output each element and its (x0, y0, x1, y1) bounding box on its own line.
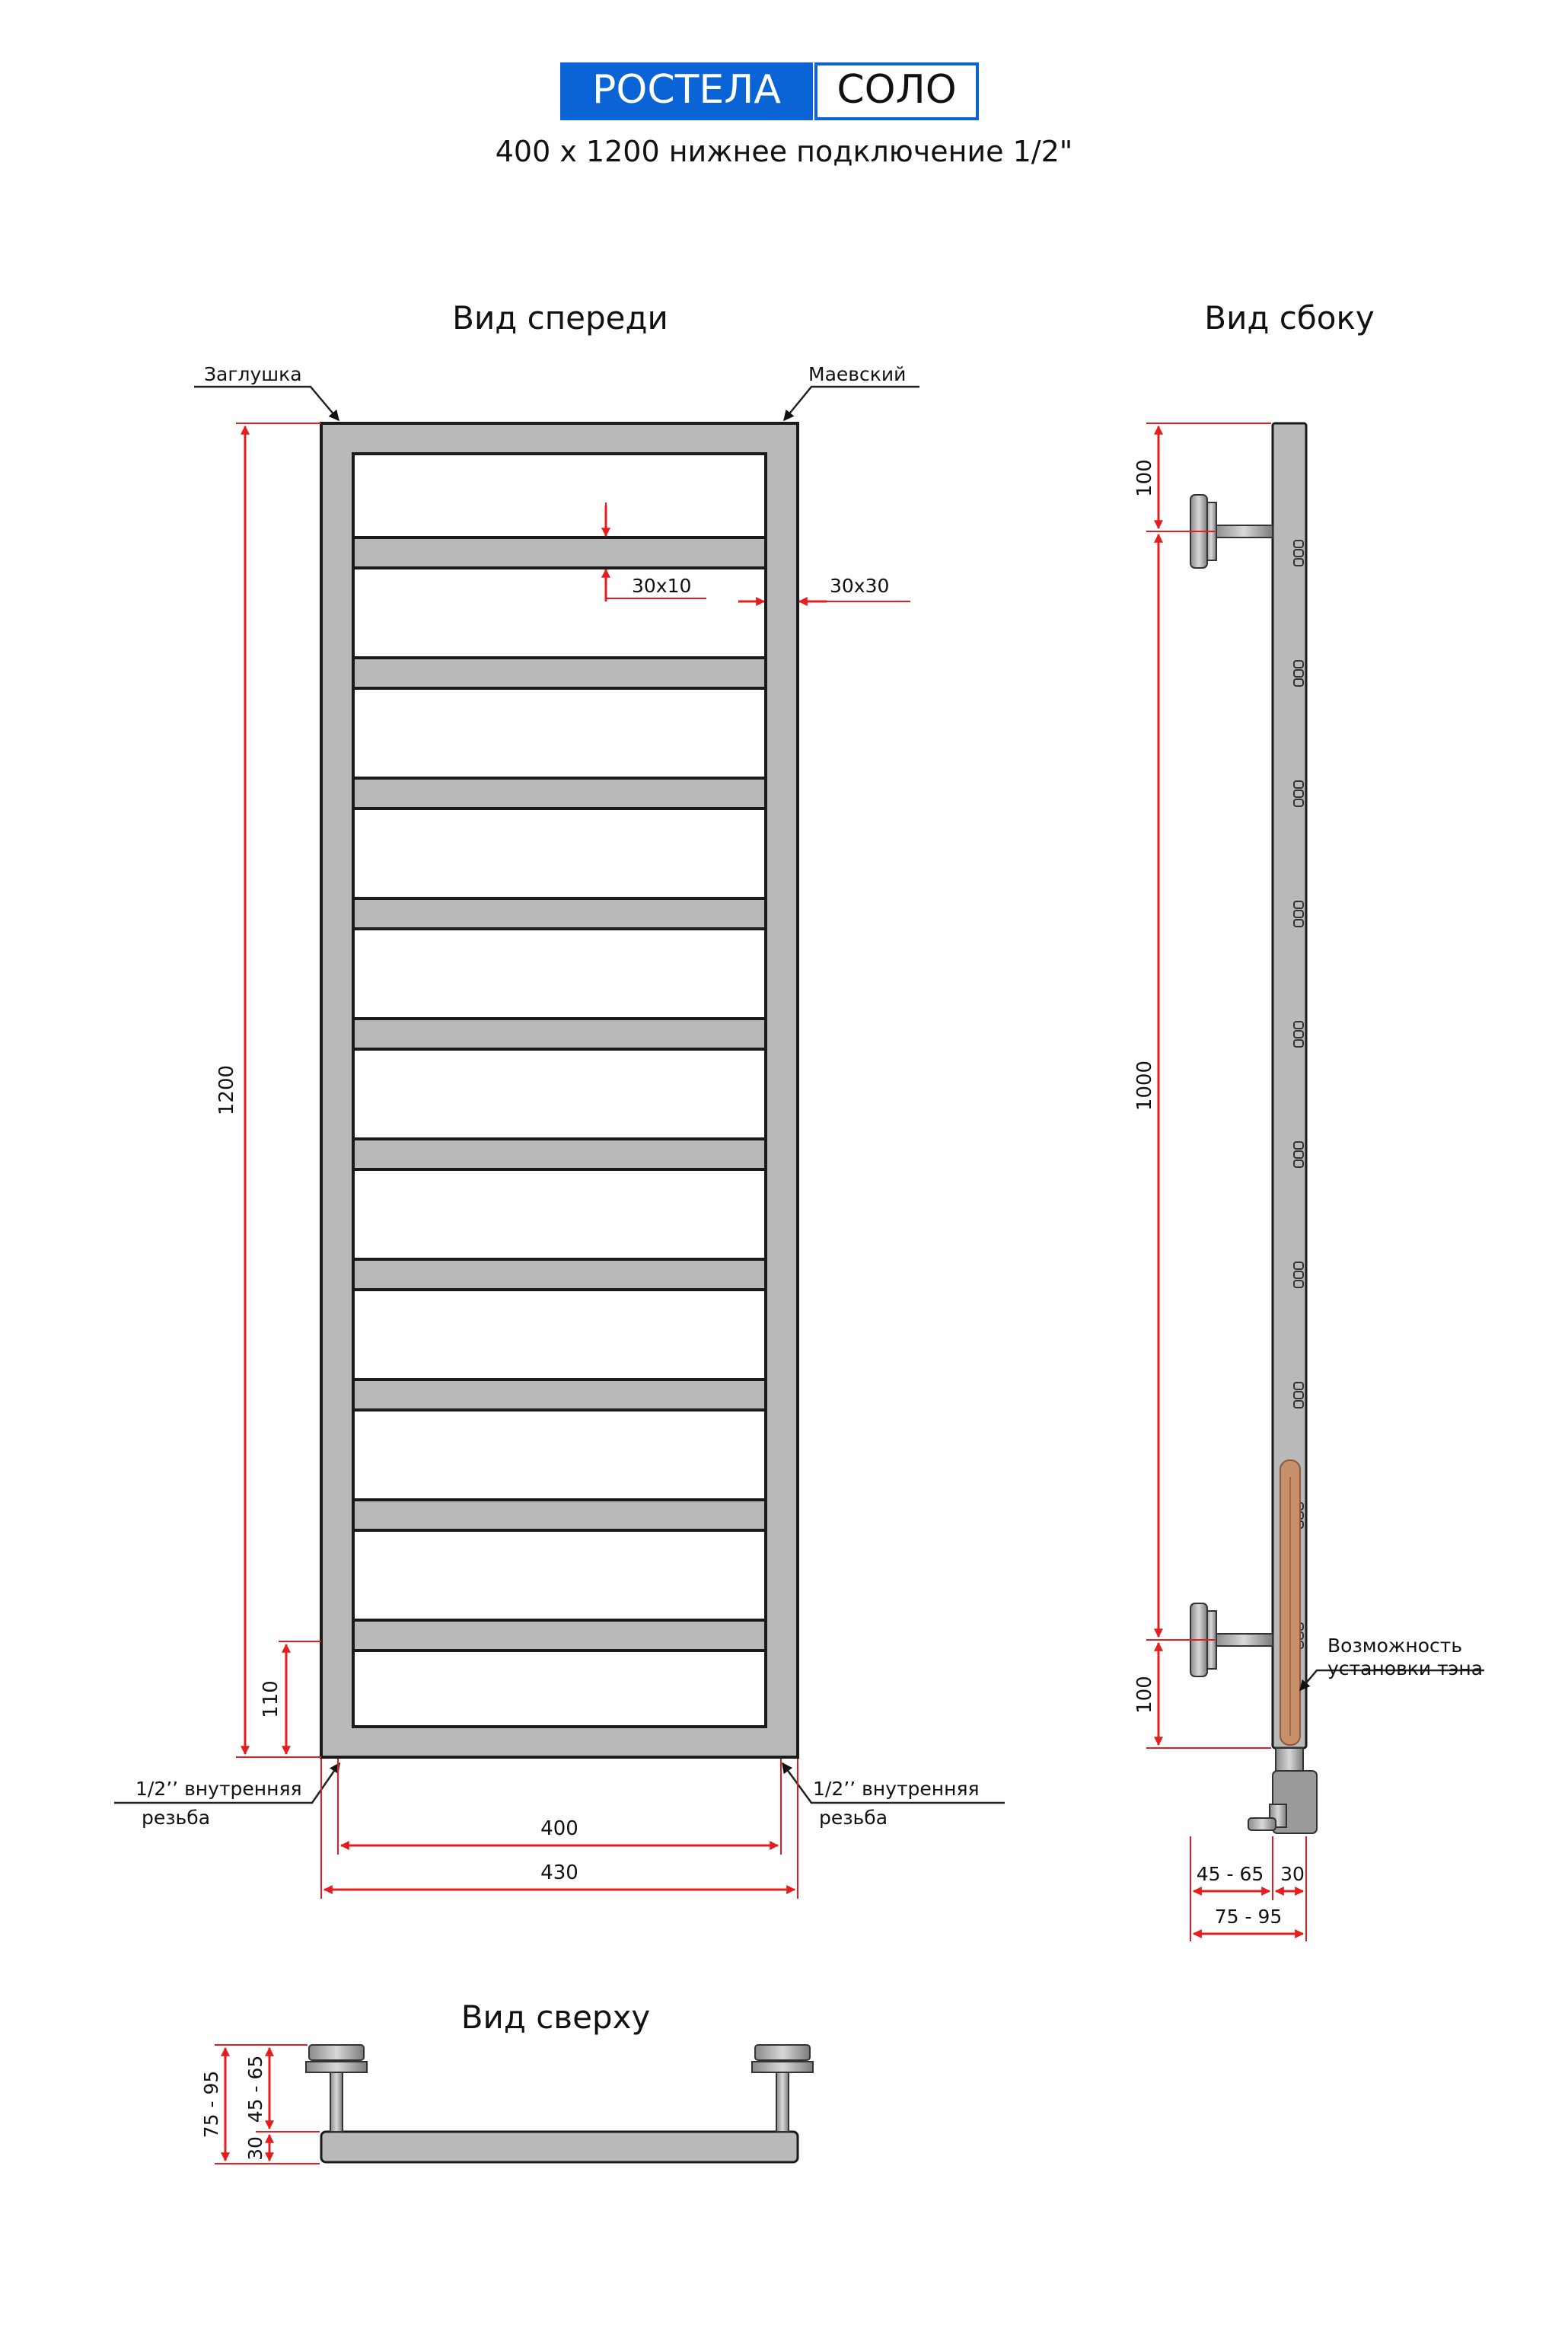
top-tube-label: 30 (244, 2136, 266, 2161)
mayevsky-label: Маевский (808, 363, 907, 385)
top-view-bar (321, 2132, 798, 2162)
top-right-standoff (776, 2069, 789, 2132)
crossbar (353, 898, 766, 929)
heater-note-1: Возможность (1327, 1635, 1463, 1657)
front-view-title: Вид спереди (452, 299, 668, 337)
outer-width-label: 430 (540, 1861, 578, 1884)
bottom-offset-label: 110 (260, 1680, 282, 1718)
top-offset-label: 45 - 65 (244, 2055, 266, 2123)
thread-right-label-1: 1/2’’ внутренняя (813, 1778, 980, 1800)
side-offset-label: 45 - 65 (1196, 1863, 1264, 1885)
side-top-label: 100 (1133, 459, 1156, 497)
mayevsky-leader (784, 387, 919, 420)
plug-label: Заглушка (204, 363, 302, 385)
side-view (1133, 299, 1484, 1941)
crossbar (353, 658, 766, 688)
front-view (114, 299, 1005, 1899)
height-dimension-label: 1200 (215, 1064, 238, 1116)
crossbar (353, 1019, 766, 1049)
page-subtitle: 400 x 1200 нижнее подключение 1/2" (495, 135, 1073, 168)
upright-size-label: 30x30 (830, 575, 890, 597)
thread-right-label-2: резьба (819, 1807, 888, 1829)
side-bottom-label: 100 (1133, 1676, 1156, 1714)
top-total-label: 75 - 95 (200, 2070, 222, 2139)
crossbar (353, 1380, 766, 1410)
crossbar-size-label: 30x10 (632, 575, 692, 597)
top-left-standoff (330, 2069, 343, 2132)
inner-width-label: 400 (540, 1817, 578, 1840)
side-tube-label: 30 (1280, 1863, 1305, 1885)
top-view-title: Вид сверху (461, 1998, 651, 2036)
heater-note-2: установки тэна (1327, 1657, 1484, 1679)
side-middle-label: 1000 (1133, 1060, 1156, 1112)
thread-left-label-1: 1/2’’ внутренняя (135, 1778, 302, 1800)
crossbar (353, 1620, 766, 1651)
side-view-title: Вид сбоку (1204, 299, 1375, 337)
bottom-valve (1276, 1748, 1303, 1772)
plug-leader (194, 387, 339, 420)
bottom-wall-bracket (1215, 1634, 1273, 1646)
top-wall-bracket (1215, 525, 1273, 537)
side-total-label: 75 - 95 (1214, 1906, 1283, 1928)
thread-left-label-2: резьба (142, 1807, 211, 1829)
crossbar (353, 778, 766, 809)
crossbar (353, 1139, 766, 1169)
top-view (200, 1998, 813, 2164)
header (496, 62, 1072, 168)
crossbar (353, 537, 766, 568)
crossbar (353, 1500, 766, 1530)
crossbar (353, 1259, 766, 1290)
brand-name: РОСТЕЛА (592, 67, 781, 113)
model-name: СОЛО (837, 67, 957, 113)
radiator-frame-inner (353, 454, 766, 1727)
